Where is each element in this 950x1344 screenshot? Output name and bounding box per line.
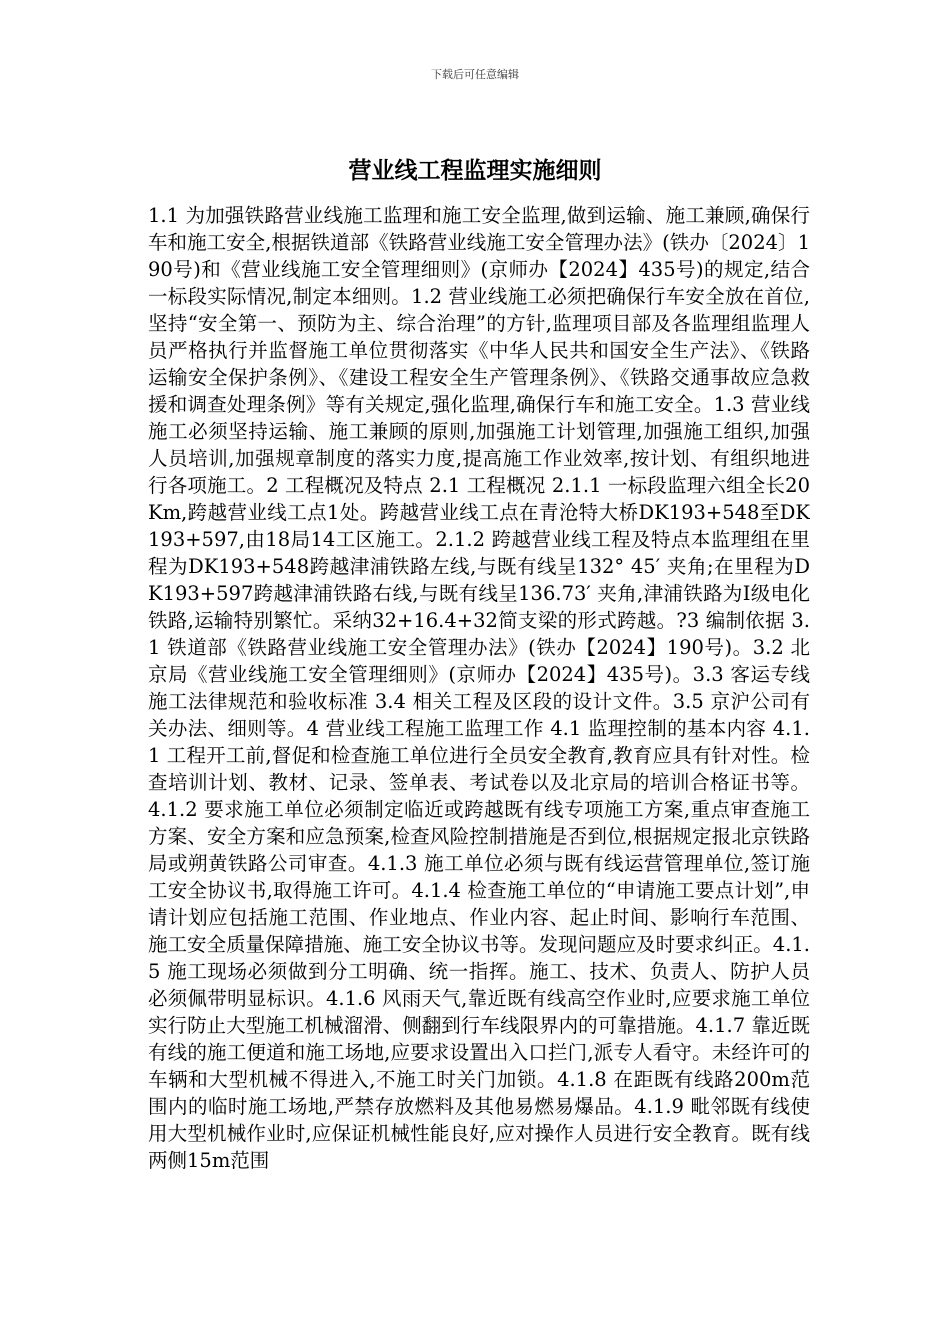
document-body: 1.1 为加强铁路营业线施工监理和施工安全监理,做到运输、施工兼顾,确保行车和施工安全,根据铁道部《铁路营业线施工安全管理办法》(铁办〔2024〕190号)和《营业线施工安全管理细则》(京师办【2024】435号)的规定,结合一标段实际情况,制定本细则。1.2 营业线施工必须把确保行车安全放在首位,坚持“安全第一、预防为主、综合治理”的方针,监理项目部及各监理组监理人员严格执行并监督施工单位贯彻落实《中华人民共和国安全生产法》、《铁路运输安全保护条例》、《建设工程安全生产管理条例》、《铁路交通事故应急救援和调查处理条例》等有关规定,强化监理,确保行车和施工安全。1.3 营业线施工必须坚持运输、施工兼顾的原则,加强施工计划管理,加强施工组织,加强人员培训,加强规章制度的落实力度,提高施工作业效率,按计划、有组织地进行各项施工。2 工程概况及特点 2.1 工程概况 2.1.1 一标段监理六组全长20Km,跨越营业线工点1处。跨越营业线工点在青沧特大桥DK193+548至DK193+597,由18局14工区施工。2.1.2 跨越营业线工程及特点本监理组在里程为DK193+548跨越津浦铁路左线,与既有线呈132° 45′ 夹角;在里程为DK193+597跨越津浦铁路右线,与既有线呈136.73′ 夹角,津浦铁路为Ⅰ级电化铁路,运输特别繁忙。采纳32+16.4+32简支梁的形式跨越。?3 编制依据 3.1 铁道部《铁路营业线施工安全管理办法》(铁办【2024】190号)。3.2 北京局《营业线施工安全管理细则》(京师办【2024】435号)。3.3 客运专线施工法律规范和验收标准 3.4 相关工程及区段的设计文件。3.5 京沪公司有关办法、细则等。4 营业线工程施工监理工作 4.1 监理控制的基本内容 4.1.1 工程开工前,督促和检查施工单位进行全员安全教育,教育应具有针对性。检查培训计划、教材、记录、签单表、考试卷以及北京局的培训合格证书等。4.1.2 要求施工单位必须制定临近或跨越既有线专项施工方案,重点审查施工方案、安全方案和应急预案,检查风险控制措施是否到位,根据规定报北京铁路局或朔黄铁路公司审查。4.1.3 施工单位必须与既有线运营管理单位,签订施工安全协议书,取得施工许可。4.1.4 检查施工单位的“申请施工要点计划”,申请计划应包括施工范围、作业地点、作业内容、起止时间、影响行车范围、施工安全质量保障措施、施工安全协议书等。发现问题应及时要求纠正。4.1.5 施工现场必须做到分工明确、统一指挥。施工、技术、负责人、防护人员必须佩带明显标识。4.1.6 风雨天气,靠近既有线高空作业时,应要求施工单位实行防止大型施工机械溜滑、侧翻到行车线限界内的可靠措施。4.1.7 靠近既有线的施工便道和施工场地,应要求设置出入口拦门,派专人看守。未经许可的车辆和大型机械不得进入,不施工时关门加锁。4.1.8 在距既有线路200m范围内的临时施工场地,严禁存放燃料及其他易燃易爆品。4.1.9 毗邻既有线使用大型机械作业时,应保证机械性能良好,应对操作人员进行安全教育。既有线两侧15m范围 xyxy=(148,204,810,1172)
document-title: 营业线工程监理实施细则 xyxy=(348,158,602,184)
header-note: 下载后可任意编辑 xyxy=(431,68,519,81)
